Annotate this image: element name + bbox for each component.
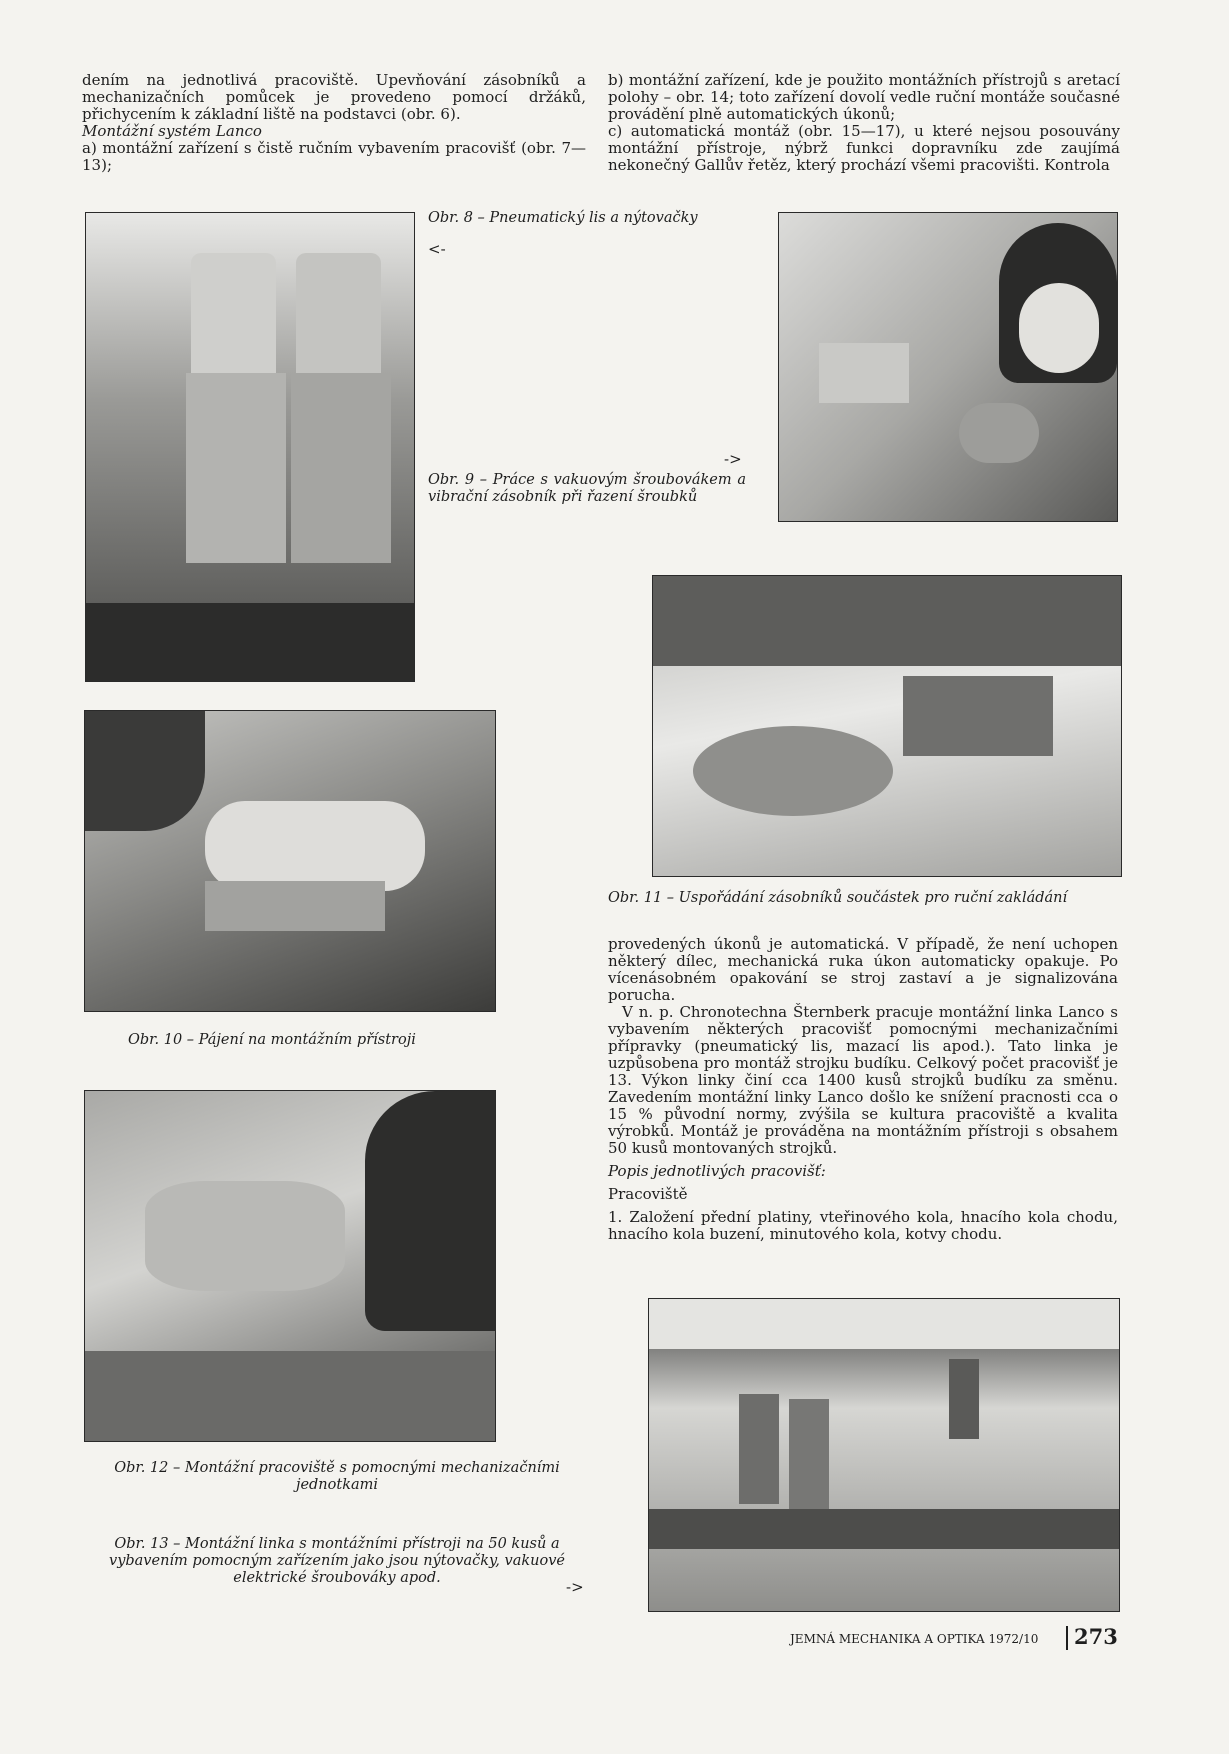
photo-obr9 [778, 212, 1118, 522]
caption-obr8: Obr. 8 – Pneumatický lis a nýtovačky [428, 210, 698, 226]
fixture-shape [903, 676, 1053, 756]
list-item: 1. Založení přední platiny, vteřinového kola, hnacího kola chodu, hnacího kola buzení, minutového kola, kotvy chodu. [608, 1208, 1118, 1243]
machine-shape [291, 373, 391, 563]
col-left-top [82, 72, 586, 174]
section-heading: Montážní systém Lanco [82, 122, 262, 140]
paragraph: provedených úkonů je automatická. V případě, že není uchopen některý dílec, mechanická ruka úkon automaticky opakuje. Po vícenásobném opakování se stroj zastaví a je signalizována porucha. [608, 935, 1118, 1004]
window-shape [649, 1299, 1119, 1349]
paragraph: a) montážní zařízení s čistě ručním vybavením pracovišť (obr. 7—13); [82, 139, 586, 174]
col-right-body [608, 936, 1118, 1243]
col-right-top [608, 72, 1120, 174]
subheading: Pracoviště [608, 1185, 688, 1203]
machine-shape [296, 253, 381, 373]
arrow-left: <- [428, 240, 446, 258]
face-shape [1019, 283, 1099, 373]
photo-obr12 [84, 1090, 496, 1442]
caption-obr13: Obr. 13 – Montážní linka s montážními přístroji na 50 kusů a vybavením pomocným zařízením jako jsou nýtovačky, vakuové elektrické šroubováky apod. [109, 1536, 565, 1586]
photo-obr10 [84, 710, 496, 1012]
photo-obr13 [648, 1298, 1120, 1612]
hand-shape [205, 801, 425, 891]
caption-obr11: Obr. 11 – Uspořádání zásobníků součástek pro ruční zakládání [608, 890, 1068, 906]
machine-shape [145, 1181, 345, 1291]
bin-row [653, 576, 1121, 666]
footer-divider [1066, 1626, 1068, 1650]
paragraph: V n. p. Chronotechna Šternberk pracuje montážní linka Lanco s vybavením některých pracovišť pomocnými mechanizačními přípravky (pneumatický lis, mazací lis apod.). Tato linka je uzpůsobena pro montáž strojku budíku. Celkový počet pracovišť je 13. Výkon linky činí cca 1400 kusů strojků budíku za směnu. Zavedením montážní linky Lanco došlo ke snížení pracnosti cca o 15 % původní normy, zvýšila se kultura pracoviště a kvalita výrobků. Montáž je prováděna na montážním přístroji s obsahem 50 kusů montovaných strojků. [608, 1003, 1118, 1157]
machine-shape [186, 373, 286, 563]
section-heading: Popis jednotlivých pracovišť: [608, 1162, 826, 1180]
caption-obr12: Obr. 12 – Montážní pracoviště s pomocnými mechanizačními jednotkami [114, 1460, 560, 1493]
table-shape [85, 1351, 495, 1441]
line-shape [649, 1509, 1119, 1549]
page-number: 273 [1074, 1624, 1118, 1649]
journal-footer: JEMNÁ MECHANIKA A OPTIKA 1972/10 [790, 1632, 1039, 1646]
machine-shape [789, 1399, 829, 1509]
paragraph: b) montážní zařízení, kde je použito montážních přístrojů s aretací polohy – obr. 14; toto zařízení dovolí vedle ruční montáže současné provádění plně automatických úkonů; [608, 71, 1120, 123]
caption-obr10: Obr. 10 – Pájení na montážním přístroji [128, 1032, 416, 1048]
person-shape [85, 711, 205, 831]
device-shape [959, 403, 1039, 463]
device-shape [205, 881, 385, 931]
photo-obr11 [652, 575, 1122, 877]
machine-shape [949, 1359, 979, 1439]
person-shape [365, 1091, 495, 1331]
caption-obr9: Obr. 9 – Práce s vakuovým šroubovákem a vibrační zásobník při řazení šroubků [428, 472, 746, 505]
photo-obr8 [85, 212, 415, 682]
machine-shape [191, 253, 276, 373]
arrow-right: -> [724, 450, 742, 468]
table-shape [86, 603, 414, 681]
machine-shape [739, 1394, 779, 1504]
paragraph: dením na jednotlivá pracoviště. Upevňování zásobníků a mechanizačních pomůcek je provedeno pomocí držáků, přichycením k základní liště na podstavci (obr. 6). [82, 71, 586, 123]
arrow-right: -> [566, 1578, 584, 1596]
paragraph: c) automatická montáž (obr. 15—17), u které nejsou posouvány montážní přístroje, nýbrž funkci dopravníku zde zaujímá nekonečný Gallův řetěz, který prochází všemi pracovišti. Kontrola [608, 122, 1120, 174]
turntable-shape [693, 726, 893, 816]
device-shape [819, 343, 909, 403]
